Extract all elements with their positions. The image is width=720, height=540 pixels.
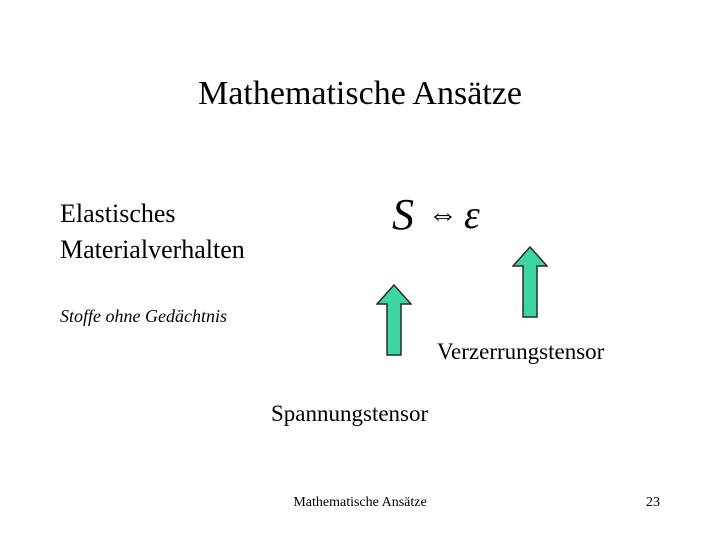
stress-tensor-label: Spannungstensor bbox=[271, 401, 429, 426]
footer-title: Mathematische Ansätze bbox=[293, 495, 427, 510]
body-line-elastic: Elastisches bbox=[60, 199, 176, 228]
strain-tensor-label: Verzerrungstensor bbox=[437, 339, 605, 364]
arrow-up-icon-stress bbox=[376, 284, 412, 356]
page-number: 23 bbox=[646, 495, 660, 510]
body-text bbox=[60, 196, 245, 268]
note-text: Stoffe ohne Gedächtnis bbox=[60, 306, 227, 326]
body-line-material-behavior: Materialverhalten bbox=[60, 235, 245, 264]
arrow-up-icon-strain bbox=[512, 246, 548, 318]
strain-symbol: ε bbox=[464, 192, 480, 237]
slide-title: Mathematische Ansätze bbox=[198, 75, 522, 112]
formula bbox=[392, 188, 480, 242]
equivalence-symbol: ⇔ bbox=[428, 198, 458, 231]
arrow-shape bbox=[513, 247, 547, 317]
arrow-shape bbox=[377, 285, 411, 355]
stress-symbol: S bbox=[392, 190, 414, 239]
